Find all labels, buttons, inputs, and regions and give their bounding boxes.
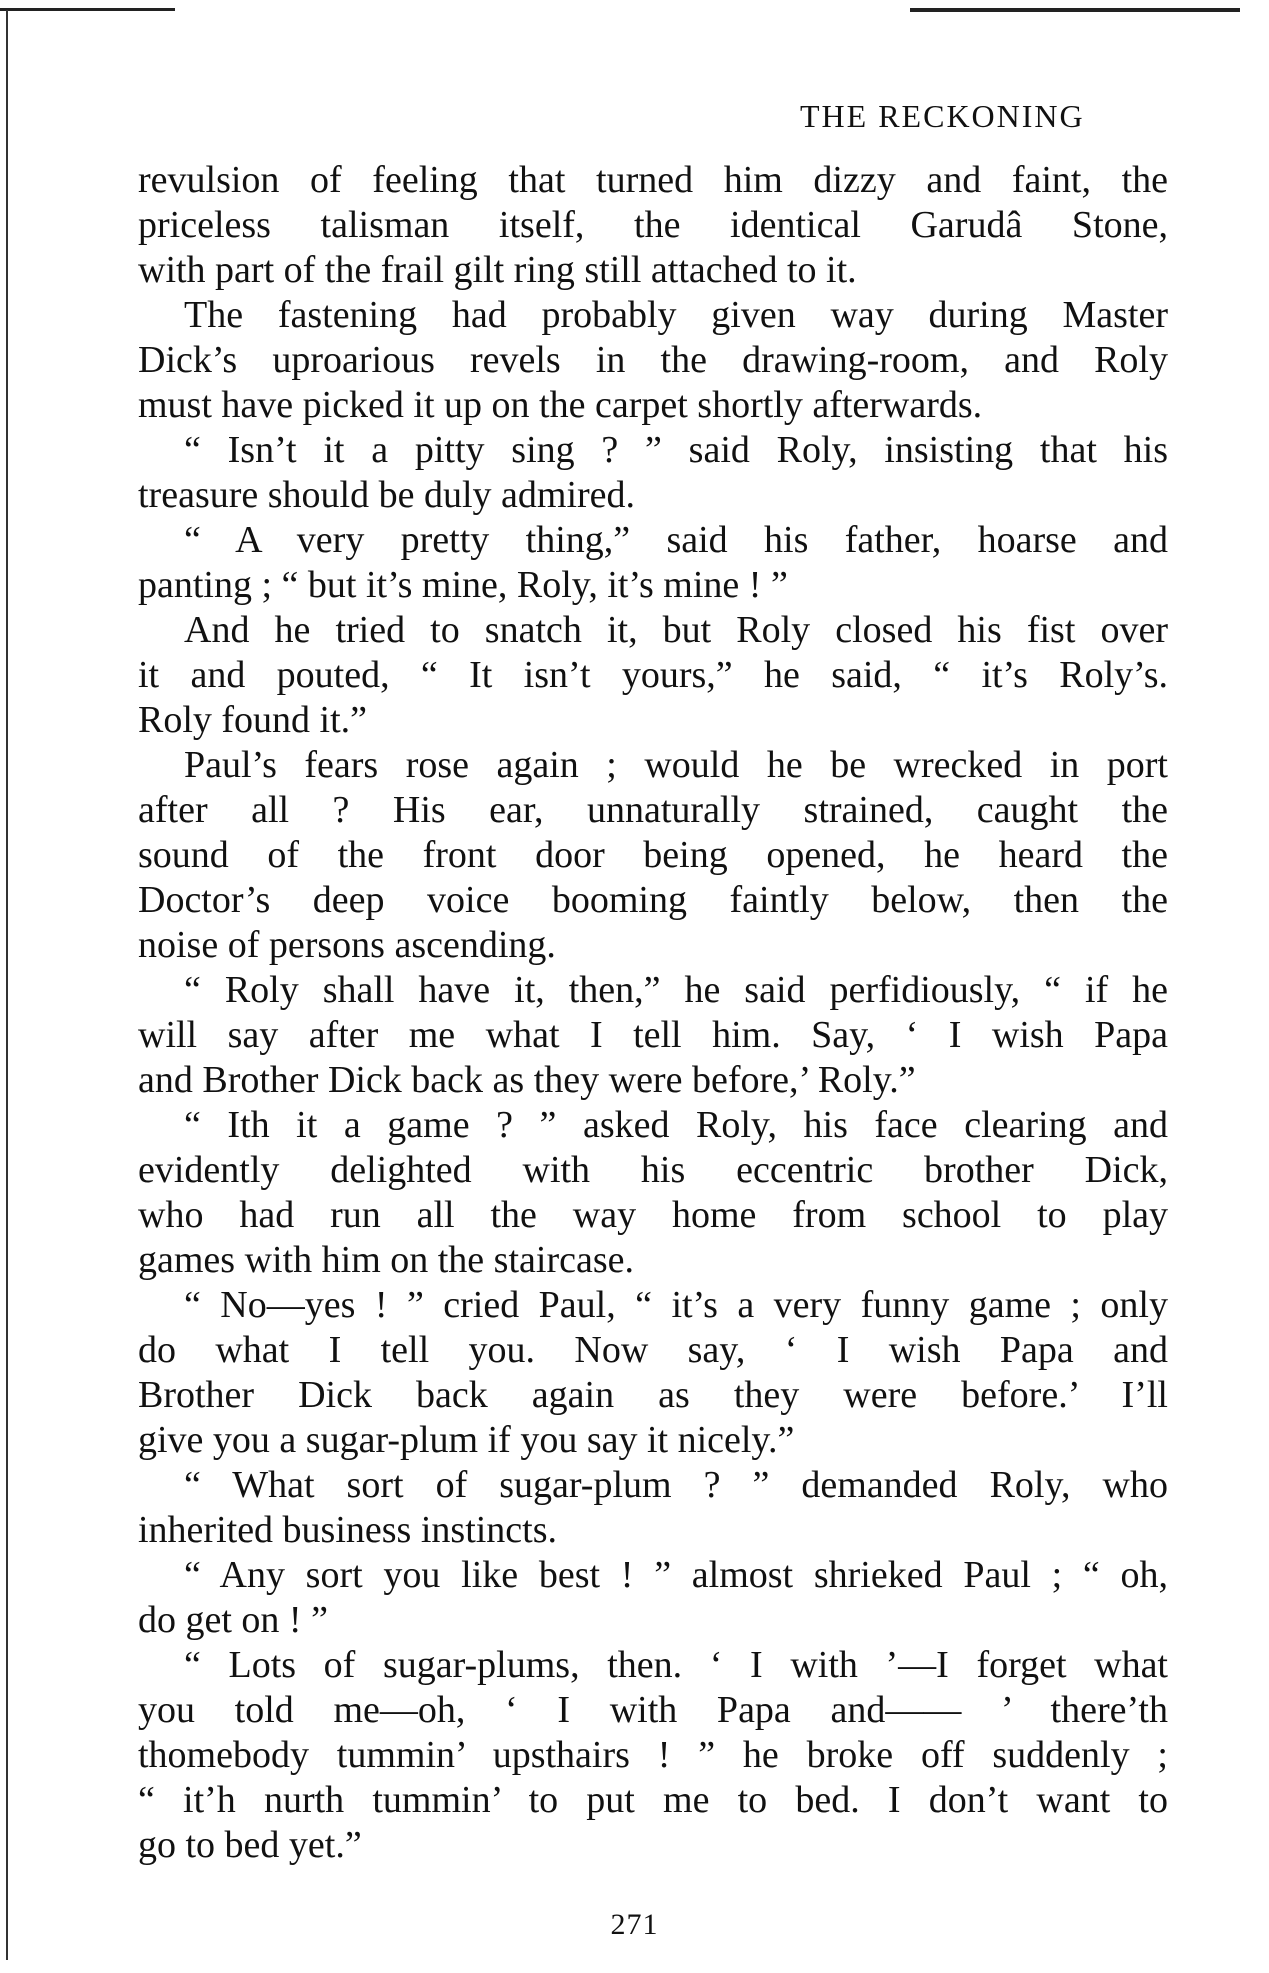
text-line: “ Lots of sugar-plums, then. ‘ I with ’—I forget what bbox=[184, 1644, 1168, 1686]
text-line: priceless talisman itself, the identical Garudâ Stone, bbox=[138, 204, 1168, 246]
text-line: give you a sugar-plum if you say it nicely.” bbox=[138, 1419, 795, 1461]
binding-edge-line bbox=[6, 10, 8, 1960]
text-line: you told me—oh, ‘ I with Papa and—— ’ there’th bbox=[138, 1689, 1168, 1731]
text-line: “ No—yes ! ” cried Paul, “ it’s a very funny game ; only bbox=[184, 1284, 1168, 1326]
text-line: will say after me what I tell him. Say, ‘ I wish Papa bbox=[138, 1014, 1168, 1056]
text-line: evidently delighted with his eccentric brother Dick, bbox=[138, 1149, 1168, 1191]
text-line: Dick’s uproarious revels in the drawing-room, and Roly bbox=[138, 339, 1168, 381]
text-line: “ Isn’t it a pitty sing ? ” said Roly, insisting that his bbox=[184, 429, 1168, 471]
text-line: and Brother Dick back as they were before,’ Roly.” bbox=[138, 1059, 916, 1101]
text-line: “ A very pretty thing,” said his father, hoarse and bbox=[184, 519, 1168, 561]
text-line: sound of the front door being opened, he heard the bbox=[138, 834, 1168, 876]
text-line: “ Ith it a game ? ” asked Roly, his face clearing and bbox=[184, 1104, 1168, 1146]
text-line: after all ? His ear, unnaturally strained, caught the bbox=[138, 789, 1168, 831]
text-line: “ Roly shall have it, then,” he said perfidiously, “ if he bbox=[184, 969, 1168, 1011]
running-head: THE RECKONING bbox=[800, 98, 1085, 134]
page-number: 271 bbox=[610, 1908, 659, 1941]
text-line: go to bed yet.” bbox=[138, 1824, 362, 1866]
text-line: treasure should be duly admired. bbox=[138, 474, 636, 516]
text-line: Brother Dick back again as they were before.’ I’ll bbox=[138, 1374, 1168, 1416]
text-line: who had run all the way home from school to play bbox=[138, 1194, 1168, 1236]
text-line: Roly found it.” bbox=[138, 699, 368, 741]
text-line: with part of the frail gilt ring still attached to it. bbox=[138, 249, 857, 291]
text-line: “ What sort of sugar-plum ? ” demanded Roly, who bbox=[184, 1464, 1168, 1506]
text-line: games with him on the staircase. bbox=[138, 1239, 634, 1281]
text-line: The fastening had probably given way during Master bbox=[184, 294, 1168, 336]
top-rule-left bbox=[0, 8, 175, 11]
text-line: it and pouted, “ It isn’t yours,” he said, “ it’s Roly’s. bbox=[138, 654, 1168, 696]
text-line: “ Any sort you like best ! ” almost shrieked Paul ; “ oh, bbox=[184, 1554, 1168, 1596]
text-line: must have picked it up on the carpet shortly afterwards. bbox=[138, 384, 983, 426]
text-line: thomebody tummin’ upsthairs ! ” he broke off suddenly ; bbox=[138, 1734, 1168, 1776]
text-line: And he tried to snatch it, but Roly closed his fist over bbox=[184, 609, 1168, 651]
text-line: inherited business instincts. bbox=[138, 1509, 558, 1551]
top-rule-right bbox=[910, 8, 1240, 12]
text-line: do what I tell you. Now say, ‘ I wish Papa and bbox=[138, 1329, 1168, 1371]
text-line: revulsion of feeling that turned him dizzy and faint, the bbox=[138, 159, 1168, 201]
text-line: Doctor’s deep voice booming faintly below, then the bbox=[138, 879, 1168, 921]
text-line: do get on ! ” bbox=[138, 1599, 328, 1641]
text-line: “ it’h nurth tummin’ to put me to bed. I don’t want to bbox=[138, 1779, 1168, 1821]
text-line: Paul’s fears rose again ; would he be wrecked in port bbox=[184, 744, 1168, 786]
text-line: noise of persons ascending. bbox=[138, 924, 556, 966]
body-text bbox=[138, 158, 1168, 1868]
text-line: panting ; “ but it’s mine, Roly, it’s mine ! ” bbox=[138, 564, 788, 606]
